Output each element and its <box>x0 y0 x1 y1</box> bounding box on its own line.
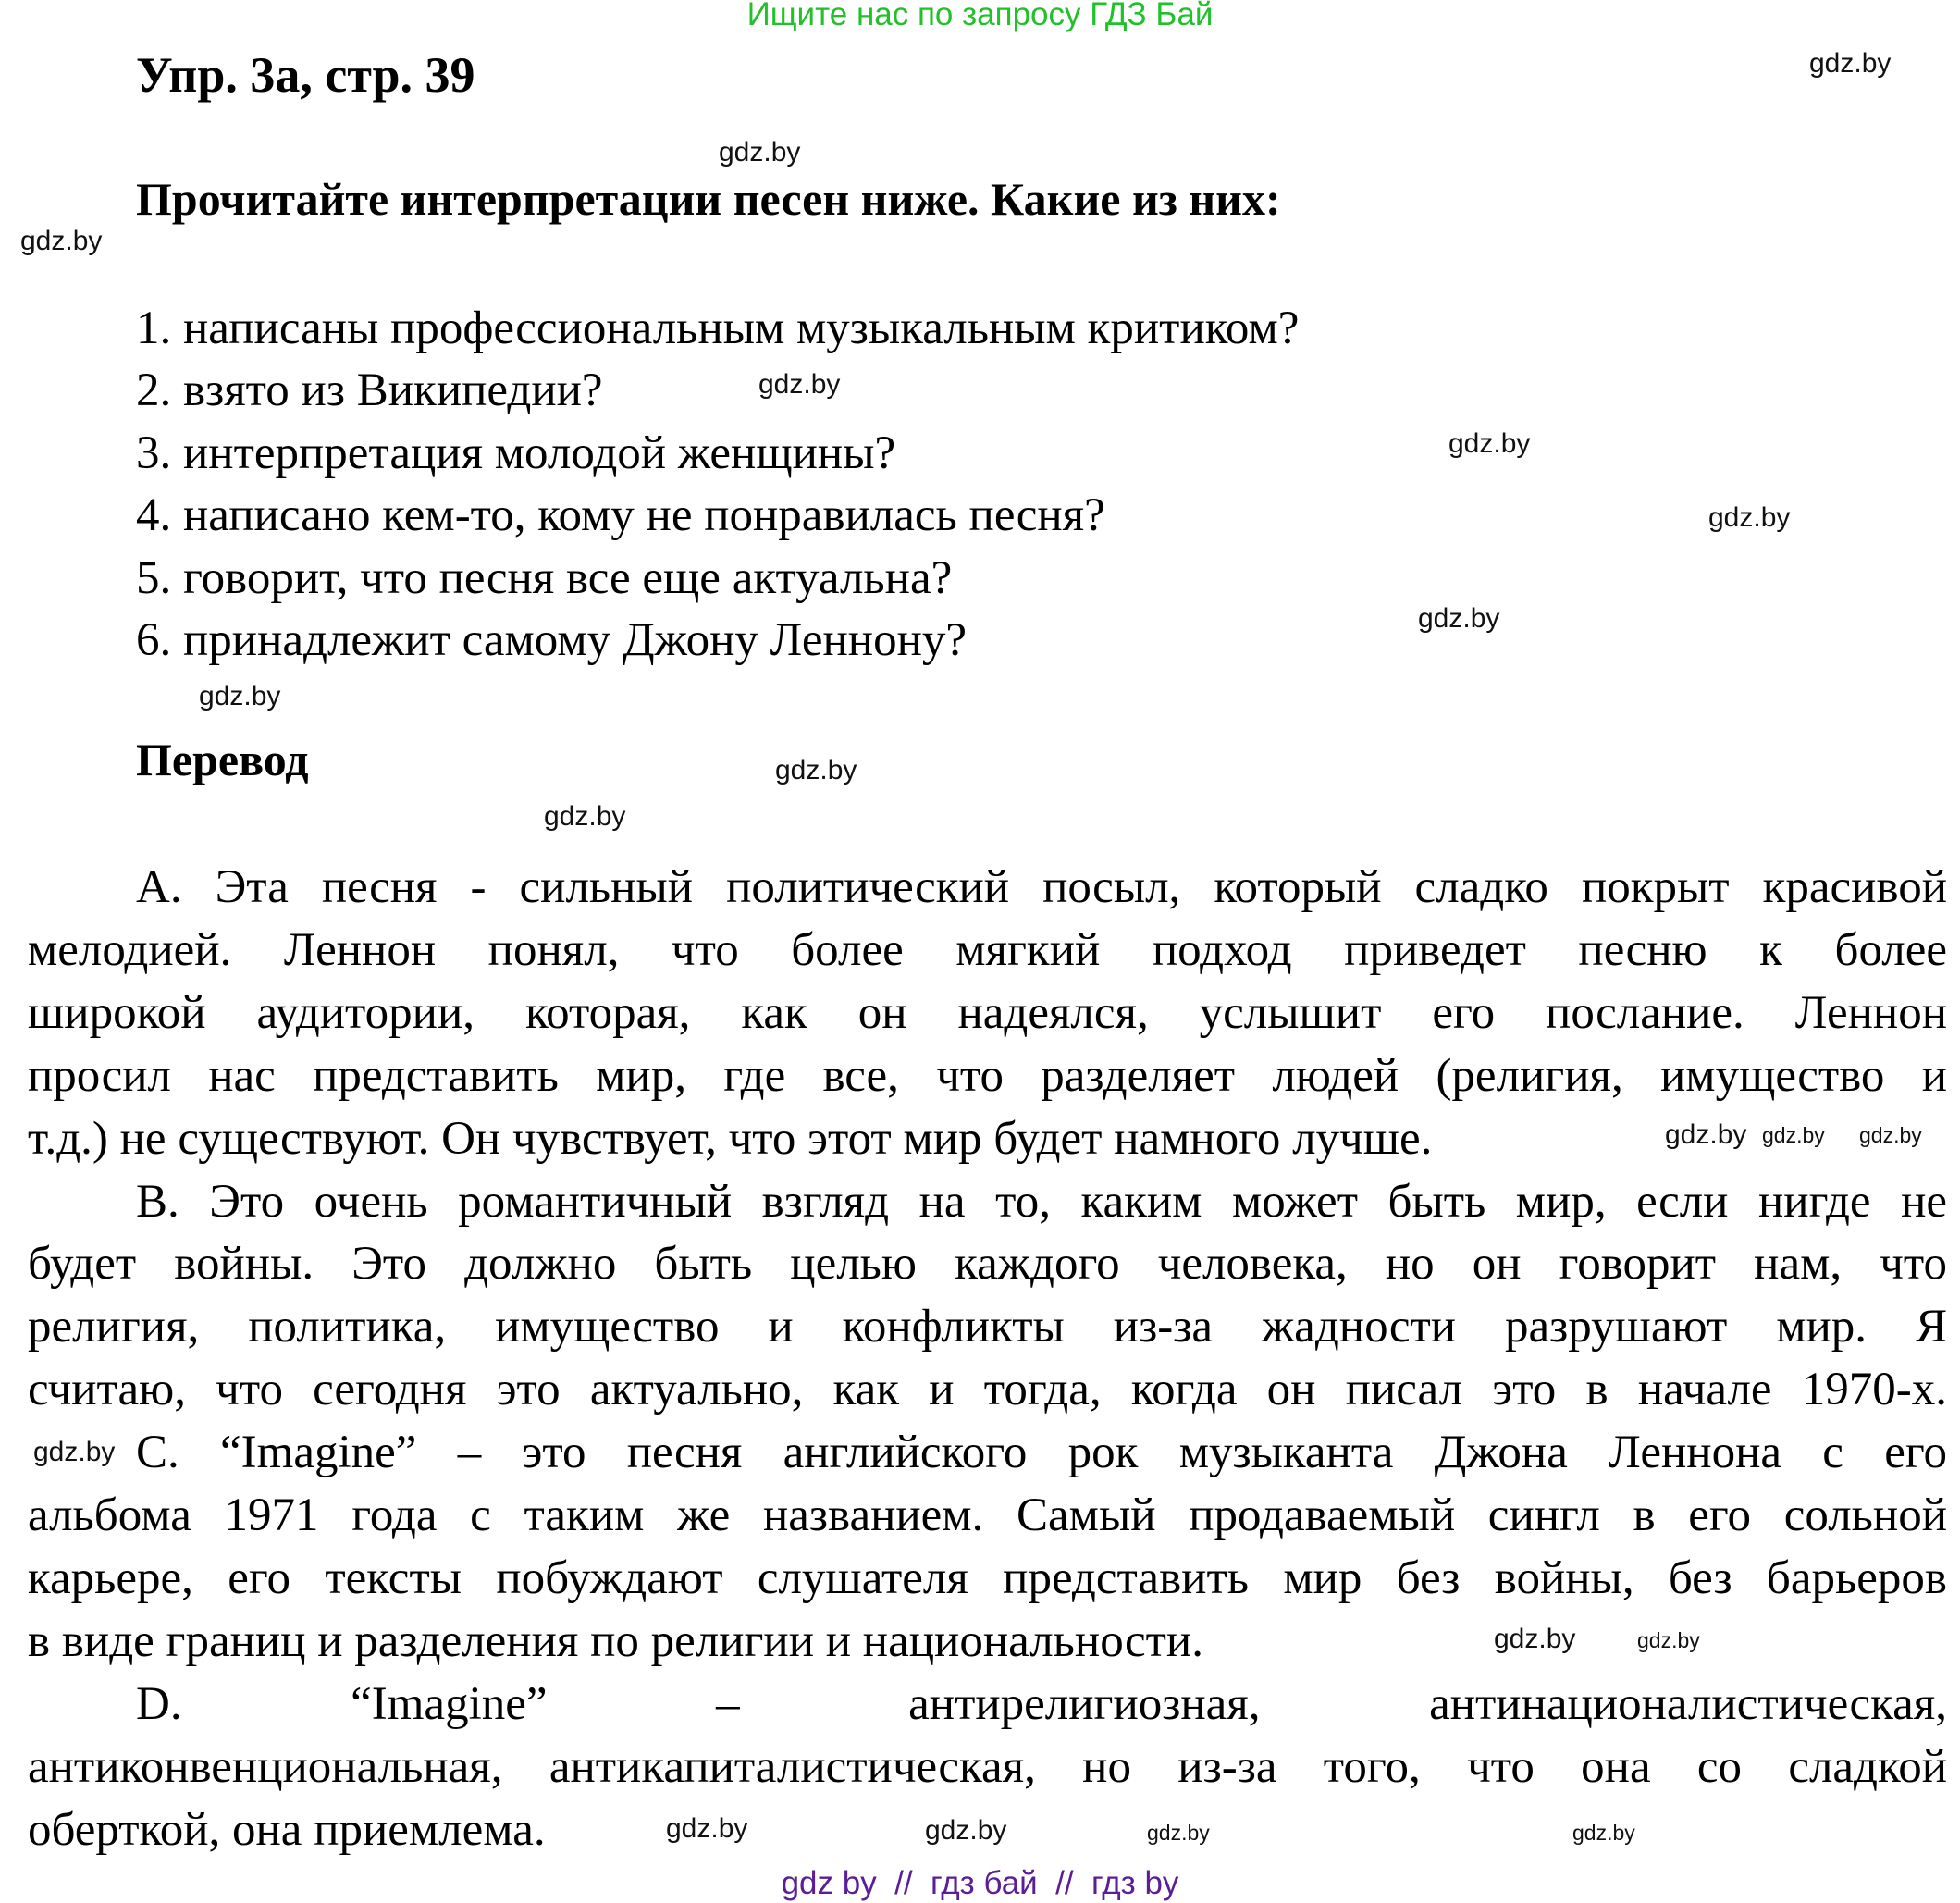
text-line: оберткой, она приемлема. <box>28 1803 546 1856</box>
footer-links: gdz by // гдз бай // гдз by <box>781 1865 1179 1901</box>
text-line: D. “Imagine” – антирелигиозная, антинационалистическая, <box>136 1677 1947 1730</box>
question-item: 2. взято из Википедии? <box>136 365 603 417</box>
watermark: gdz.by <box>1859 1123 1922 1147</box>
text-line: антиконвенциональная, антикапиталистическая, но из-за того, что она со сладкой <box>28 1740 1947 1793</box>
watermark: gdz.by <box>1637 1628 1700 1652</box>
watermark: gdz.by <box>1572 1821 1635 1845</box>
question-item: 5. говорит, что песня все еще актуальна? <box>136 551 953 604</box>
watermark: gdz.by <box>1494 1624 1576 1654</box>
watermark: gdz.by <box>925 1815 1007 1846</box>
text-line: т.д.) не существуют. Он чувствует, что этот мир будет намного лучше. <box>28 1112 1433 1165</box>
text-line: C. “Imagine” – это песня английского рок музыканта Джона Леннона с его <box>136 1427 1947 1479</box>
watermark: gdz.by <box>758 369 841 400</box>
text-line: широкой аудитории, которая, как он надеялся, услышит его послание. Леннон <box>28 986 1947 1039</box>
exercise-title: Упр. 3а, стр. 39 <box>136 47 475 103</box>
watermark: gdz.by <box>20 226 103 256</box>
text-line: A. Эта песня - сильный политический посыл, который сладко покрыт красивой <box>136 861 1947 913</box>
watermark: gdz.by <box>1147 1821 1210 1845</box>
watermark: gdz.by <box>775 755 857 785</box>
watermark: gdz.by <box>1708 502 1791 533</box>
watermark: gdz.by <box>33 1437 116 1467</box>
instruction-heading: Прочитайте интерпретации песен ниже. Какие из них: <box>136 173 1281 225</box>
watermark: gdz.by <box>1418 603 1500 634</box>
text-line: альбома 1971 года с таким же названием. Самый продаваемый сингл в его сольной <box>28 1489 1947 1542</box>
text-line: B. Это очень романтичный взгляд на то, каким может быть мир, если нигде не <box>136 1175 1947 1228</box>
watermark: gdz.by <box>1448 428 1531 459</box>
translation-heading: Перевод <box>136 734 309 785</box>
watermark: gdz.by <box>544 801 626 832</box>
watermark: gdz.by <box>1665 1119 1747 1150</box>
question-item: 6. принадлежит самому Джону Леннону? <box>136 614 968 667</box>
watermark: gdz.by <box>199 681 281 711</box>
paragraph-b <box>28 1171 1947 1423</box>
text-line: мелодией. Леннон понял, что более мягкий подход приведет песню к более <box>28 923 1947 976</box>
question-item: 3. интерпретация молодой женщины? <box>136 426 896 479</box>
translation-body <box>28 857 1947 1862</box>
watermark: gdz.by <box>1762 1123 1825 1147</box>
text-line: будет войны. Это должно быть целью каждого человека, но он говорит нам, что <box>28 1238 1947 1291</box>
watermark: gdz.by <box>719 137 801 167</box>
question-item: 1. написаны профессиональным музыкальным критиком? <box>136 303 1300 354</box>
text-line: в виде границ и разделения по религии и национальности. <box>28 1614 1203 1667</box>
text-line: карьере, его тексты побуждают слушателя представить мир без войны, без барьеров <box>28 1551 1947 1604</box>
question-item: 4. написано кем-то, кому не понравилась песня? <box>136 489 1105 542</box>
search-banner: Ищите нас по запросу ГДЗ Бай <box>746 0 1214 32</box>
text-line: религия, политика, имущество и конфликты из-за жадности разрушают мир. Я <box>28 1301 1947 1353</box>
watermark: gdz.by <box>1809 48 1892 79</box>
paragraph-a <box>28 857 1947 1171</box>
text-line: просил нас представить мир, где все, что разделяет людей (религия, имущество и <box>28 1049 1947 1102</box>
question-list <box>136 298 1299 672</box>
watermark: gdz.by <box>666 1813 748 1844</box>
text-line: считаю, что сегодня это актуально, как и тогда, когда он писал это в начале 1970-х. <box>28 1364 1947 1416</box>
